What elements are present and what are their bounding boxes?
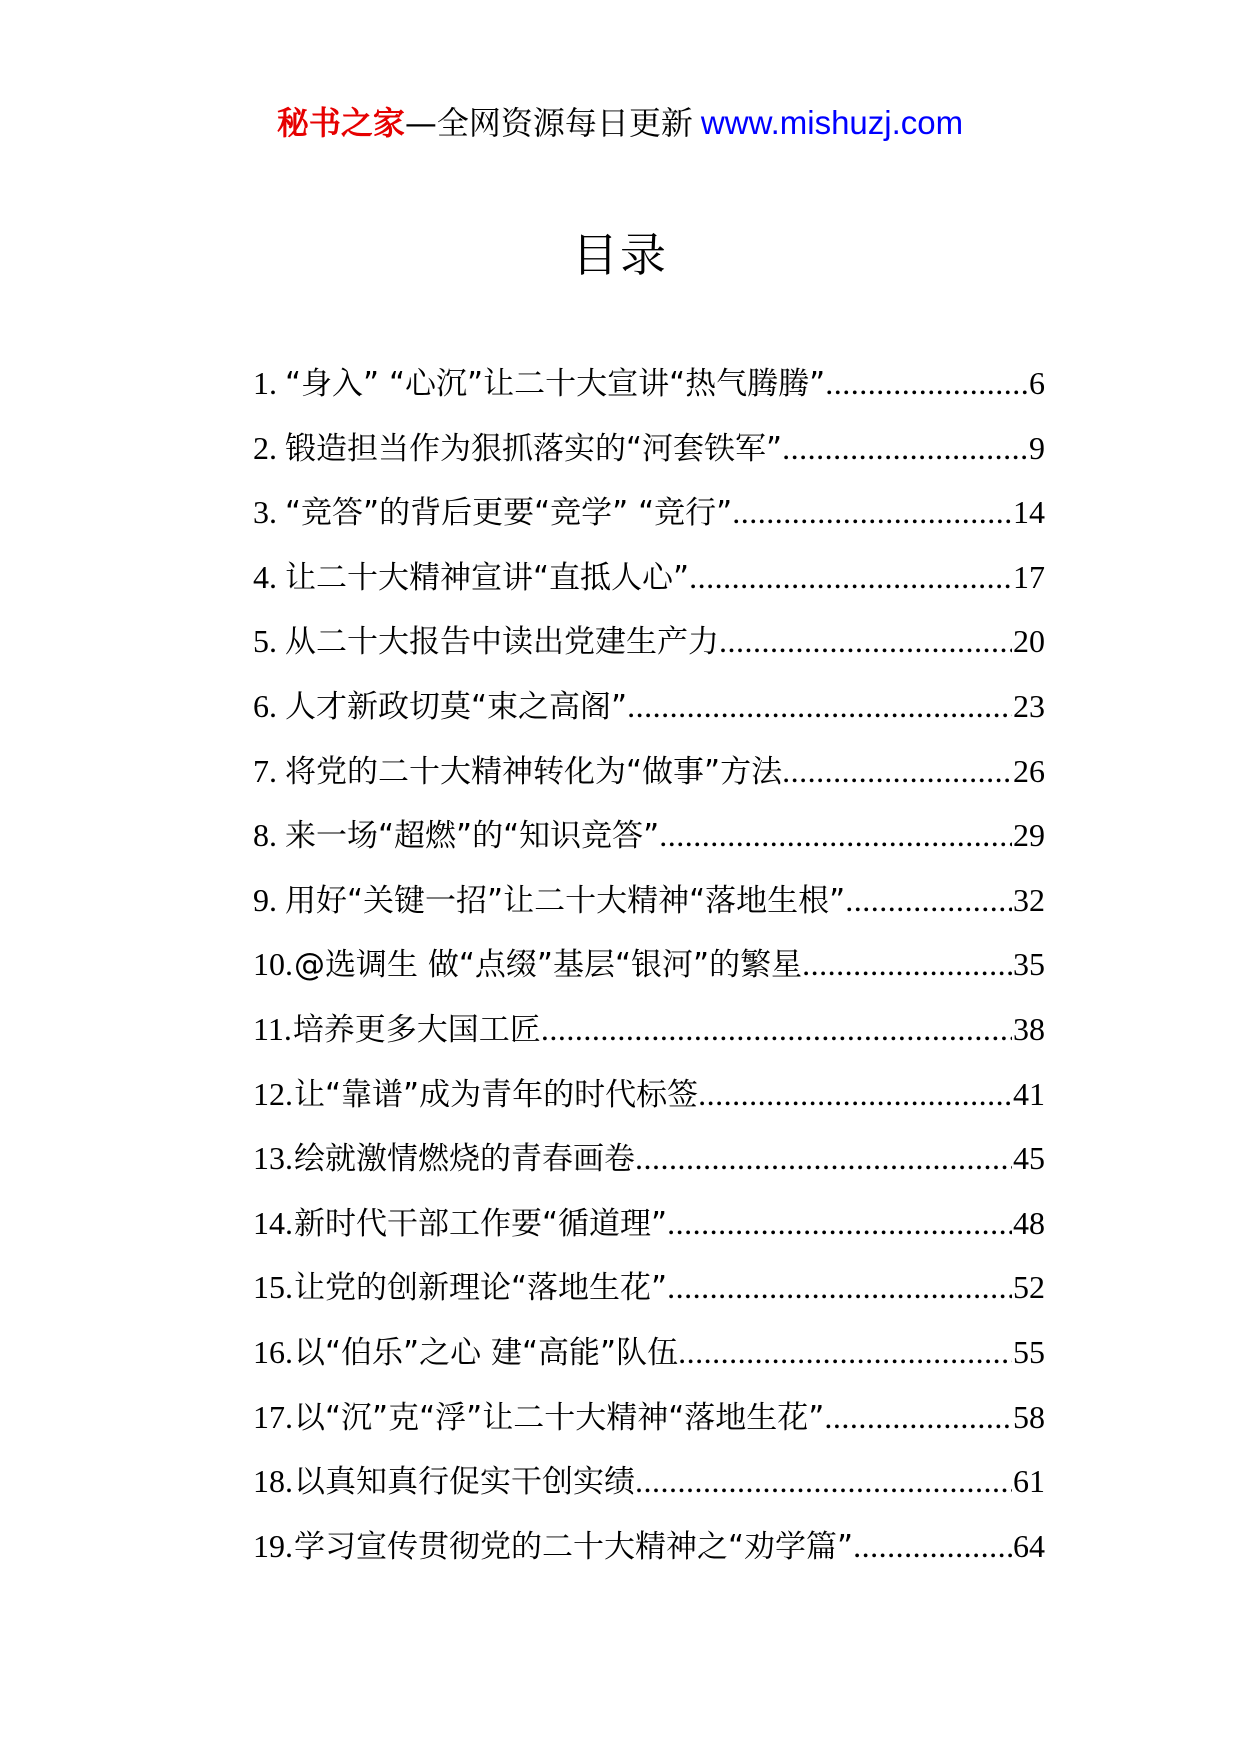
toc-entry-number: 2. bbox=[253, 429, 277, 466]
toc-entry-number: 15. bbox=[253, 1269, 293, 1306]
toc-entry-title: 让“靠谱”成为青年的时代标签 bbox=[294, 1076, 699, 1113]
toc-entry-title: 培养更多大国工匠 bbox=[292, 1011, 541, 1048]
toc-dot-leader bbox=[667, 1198, 1012, 1248]
toc-entry-page-number: 17 bbox=[1013, 558, 1045, 595]
toc-dot-leader bbox=[541, 1004, 1012, 1054]
toc-entry-title: 锻造担当作为狠抓落实的“河套铁军” bbox=[285, 430, 783, 467]
toc-entry-number: 19. bbox=[253, 1527, 293, 1564]
toc-dot-leader bbox=[667, 1262, 1012, 1312]
toc-entry-number: 5. bbox=[253, 623, 277, 660]
toc-entry-page-number: 20 bbox=[1013, 623, 1045, 660]
toc-entry-page-number: 35 bbox=[1013, 946, 1045, 983]
toc-entry-number: 16. bbox=[253, 1333, 293, 1370]
toc-dot-leader bbox=[853, 1521, 1012, 1571]
toc-entry[interactable] bbox=[253, 1004, 1045, 1069]
toc-entry[interactable] bbox=[253, 1327, 1045, 1392]
toc-entry-page-number: 29 bbox=[1013, 817, 1045, 854]
toc-entry-title: “竞答”的背后更要“竞学” “竞行” bbox=[285, 495, 733, 532]
toc-entry-page-number: 48 bbox=[1013, 1204, 1045, 1241]
toc-dot-leader bbox=[698, 1069, 1012, 1119]
toc-dot-leader bbox=[845, 875, 1012, 925]
toc-entry[interactable] bbox=[253, 423, 1045, 488]
toc-entry-title: 从二十大报告中读出党建生产力 bbox=[285, 624, 719, 661]
toc-entry-number: 4. bbox=[253, 558, 277, 595]
toc-entry[interactable] bbox=[253, 1133, 1045, 1198]
toc-entry[interactable] bbox=[253, 939, 1045, 1004]
toc-entry-title: 以“伯乐”之心 建“高能”队伍 bbox=[294, 1334, 679, 1371]
toc-entry-number: 7. bbox=[253, 752, 277, 789]
toc-entry[interactable] bbox=[253, 1069, 1045, 1134]
toc-dot-leader bbox=[824, 1392, 1012, 1442]
toc-entry[interactable] bbox=[253, 358, 1045, 423]
site-url-link[interactable]: www.mishuzj.com bbox=[700, 104, 964, 141]
toc-entry-title: “身入” “心沉”让二十大宣讲“热气腾腾” bbox=[285, 366, 826, 402]
toc-entry-title: 以真知真行促实干创实绩 bbox=[294, 1464, 635, 1501]
toc-entry-page-number: 45 bbox=[1013, 1140, 1045, 1177]
toc-entry[interactable] bbox=[253, 1262, 1045, 1327]
toc-entry-page-number: 26 bbox=[1013, 752, 1045, 789]
toc-entry-number: 12. bbox=[253, 1075, 293, 1112]
toc-entry[interactable] bbox=[253, 810, 1045, 875]
toc-dot-leader bbox=[627, 681, 1012, 731]
toc-entry-number: 10. bbox=[253, 946, 293, 983]
toc-entry[interactable] bbox=[253, 1198, 1045, 1263]
toc-entry[interactable] bbox=[253, 681, 1045, 746]
toc-entry-title: 以“沉”克“浮”让二十大精神“落地生花” bbox=[294, 1399, 825, 1436]
toc-entry[interactable] bbox=[253, 1521, 1045, 1586]
toc-entry[interactable] bbox=[253, 616, 1045, 681]
toc-entry-number: 14. bbox=[253, 1204, 293, 1241]
toc-dot-leader bbox=[635, 1456, 1012, 1506]
toc-dot-leader bbox=[802, 939, 1012, 989]
toc-entry-number: 13. bbox=[253, 1140, 293, 1177]
site-header bbox=[0, 100, 1240, 146]
toc-dot-leader bbox=[689, 552, 1012, 602]
toc-entry-page-number: 9 bbox=[1029, 429, 1045, 466]
toc-entry-number: 9. bbox=[253, 881, 277, 918]
toc-entry-title: 来一场“超燃”的“知识竞答” bbox=[285, 818, 660, 855]
toc-entry-number: 11. bbox=[253, 1010, 292, 1047]
toc-dot-leader bbox=[732, 487, 1012, 537]
toc-entry-title: 让党的创新理论“落地生花” bbox=[294, 1270, 668, 1307]
toc-entry-number: 3. bbox=[253, 494, 277, 531]
brand-name: 秘书之家 bbox=[276, 104, 405, 142]
toc-entry-number: 8. bbox=[253, 817, 277, 854]
toc-entry-title: 让二十大精神宣讲“直抵人心” bbox=[285, 559, 690, 596]
toc-dot-leader bbox=[719, 616, 1012, 666]
toc-entry[interactable] bbox=[253, 746, 1045, 811]
table-of-contents bbox=[253, 358, 1045, 1585]
toc-entry-title: 学习宣传贯彻党的二十大精神之“劝学篇” bbox=[294, 1528, 854, 1565]
toc-entry-page-number: 55 bbox=[1013, 1333, 1045, 1370]
toc-entry[interactable] bbox=[253, 1456, 1045, 1521]
toc-entry-page-number: 64 bbox=[1013, 1527, 1045, 1564]
toc-entry-number: 18. bbox=[253, 1463, 293, 1500]
toc-dot-leader bbox=[659, 810, 1012, 860]
toc-entry-title: 人才新政切莫“束之高阁” bbox=[285, 688, 628, 725]
toc-dot-leader bbox=[678, 1327, 1012, 1377]
toc-entry-page-number: 58 bbox=[1013, 1398, 1045, 1435]
toc-entry-page-number: 41 bbox=[1013, 1075, 1045, 1112]
toc-dot-leader bbox=[825, 358, 1028, 408]
toc-entry-number: 1. bbox=[253, 365, 277, 401]
toc-dot-leader bbox=[635, 1133, 1012, 1183]
toc-entry-page-number: 61 bbox=[1013, 1463, 1045, 1500]
toc-entry-title: 将党的二十大精神转化为“做事”方法 bbox=[285, 753, 783, 790]
toc-entry[interactable] bbox=[253, 487, 1045, 552]
toc-dot-leader bbox=[782, 423, 1028, 473]
toc-entry-title: 用好“关键一招”让二十大精神“落地生根” bbox=[285, 882, 846, 919]
toc-entry-number: 17. bbox=[253, 1398, 293, 1435]
toc-entry-page-number: 32 bbox=[1013, 881, 1045, 918]
toc-entry[interactable] bbox=[253, 1392, 1045, 1457]
toc-entry[interactable] bbox=[253, 875, 1045, 940]
page-title: 目录 bbox=[572, 228, 668, 282]
toc-entry[interactable] bbox=[253, 552, 1045, 617]
toc-entry-page-number: 23 bbox=[1013, 687, 1045, 724]
toc-entry-page-number: 38 bbox=[1013, 1010, 1045, 1047]
toc-entry-number: 6. bbox=[253, 687, 277, 724]
toc-entry-page-number: 6 bbox=[1029, 365, 1045, 401]
header-tagline: —全网资源每日更新 bbox=[404, 104, 693, 142]
toc-dot-leader bbox=[782, 746, 1012, 796]
toc-entry-title: 新时代干部工作要“循道理” bbox=[294, 1205, 668, 1242]
toc-entry-page-number: 52 bbox=[1013, 1269, 1045, 1306]
toc-entry-title: 绘就激情燃烧的青春画卷 bbox=[294, 1141, 635, 1178]
toc-entry-page-number: 14 bbox=[1013, 494, 1045, 531]
toc-entry-title: @选调生 做“点缀”基层“银河”的繁星 bbox=[294, 947, 803, 984]
